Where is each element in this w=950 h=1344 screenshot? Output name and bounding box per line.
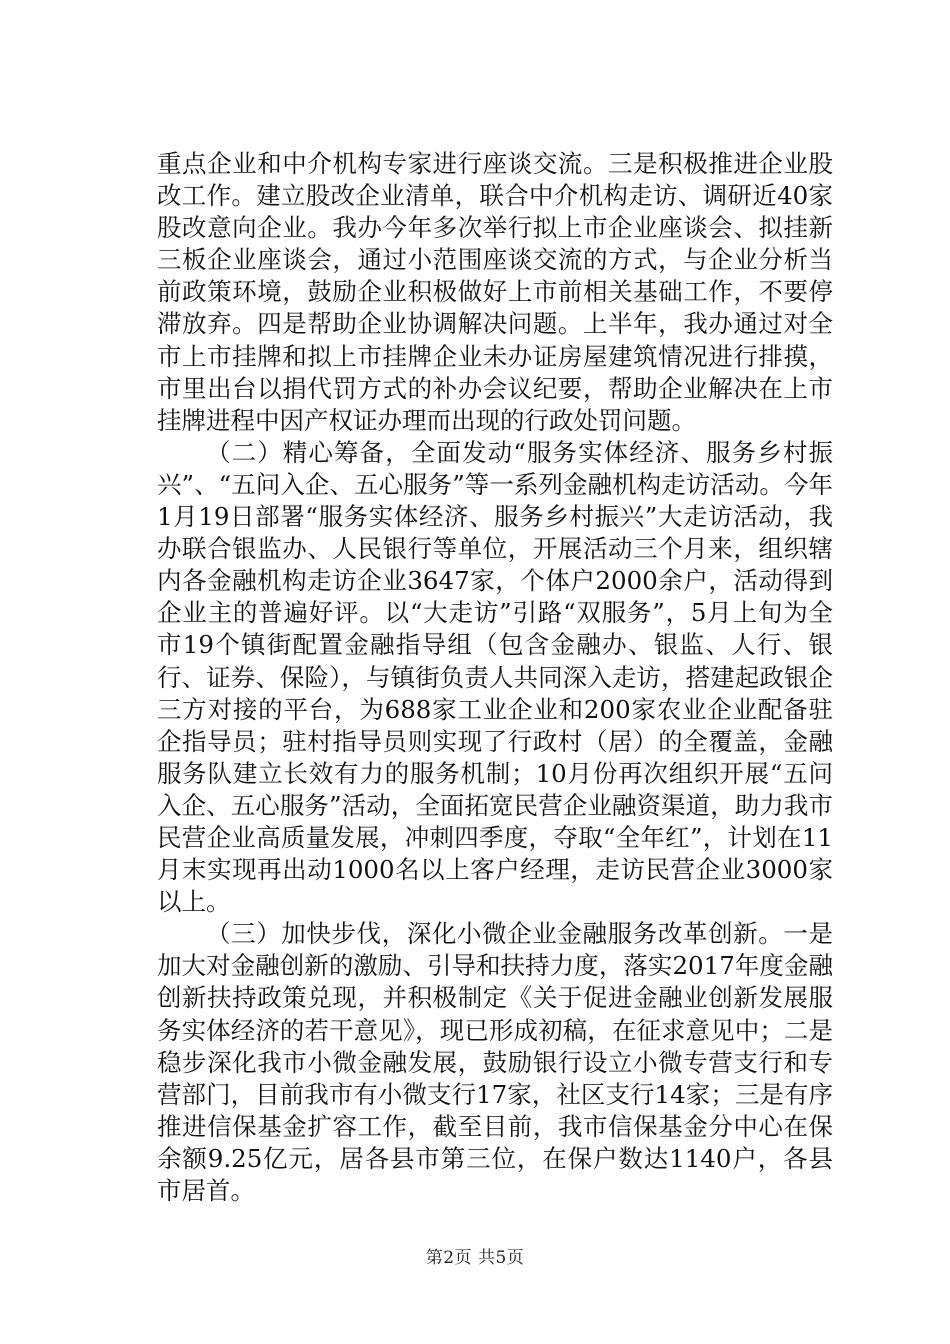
paragraph-section-2: （二）精心筹备，全面发动“服务实体经济、服务乡村振兴”、“五问入企、五心服务”等一系列金融机构走访活动。今年1月19日部署“服务实体经济、服务乡村振兴”大走访活动，我办联合银监办、人民银行等单位，开展活动三个月来，组织辖内各金融机构走访企业3647家，个体户2000余户，活动得到企业主的普遍好评。以“大走访”引路“双服务”，5月上旬为全市19个镇街配置金融指导组（包含金融办、银监、人行、银行、证券、保险），与镇街负责人共同深入走访，搭建起政银企三方对接的平台，为688家工业企业和200家农业企业配备驻企指导员；驻村指导员则实现了行政村（居）的全覆盖，金融服务队建立长效有力的服务机制；10月份再次组织开展“五问入企、五心服务”活动，全面拓宽民营企业融资渠道，助力我市民营企业高质量发展，冲刺四季度，夺取“全年红”，计划在11月末实现再出动1000名以上客户经理，走访民营企业3000家以上。 bbox=[157, 437, 833, 917]
page-number-footer: 第2页 共5页 bbox=[425, 1248, 525, 1268]
paragraph-continuation: 重点企业和中介机构专家进行座谈交流。三是积极推进企业股改工作。建立股改企业清单，联合中介机构走访、调研近40家股改意向企业。我办今年多次举行拟上市企业座谈会、拟挂新三板企业座谈会，通过小范围座谈交流的方式，与企业分析当前政策环境，鼓励企业积极做好上市前相关基础工作，不要停滞放弃。四是帮助企业协调解决问题。上半年，我办通过对全市上市挂牌和拟上市挂牌企业未办证房屋建筑情况进行排摸，市里出台以捐代罚方式的补办会议纪要，帮助企业解决在上市挂牌进程中因产权证办理而出现的行政处罚问题。 bbox=[157, 149, 833, 435]
document-body bbox=[157, 148, 833, 1207]
paragraph-section-3: （三）加快步伐，深化小微企业金融服务改革创新。一是加大对金融创新的激励、引导和扶持力度，落实2017年度金融创新扶持政策兑现，并积极制定《关于促进金融业创新发展服务实体经济的若干意见》，现已形成初稿，在征求意见中；二是稳步深化我市小微金融发展，鼓励银行设立小微专营支行和专营部门，目前我市有小微支行17家，社区支行14家；三是有序推进信保基金扩容工作，截至目前，我市信保基金分中心在保余额9.25亿元，居各县市第三位，在保户数达1140户，各县市居首。 bbox=[157, 919, 833, 1205]
